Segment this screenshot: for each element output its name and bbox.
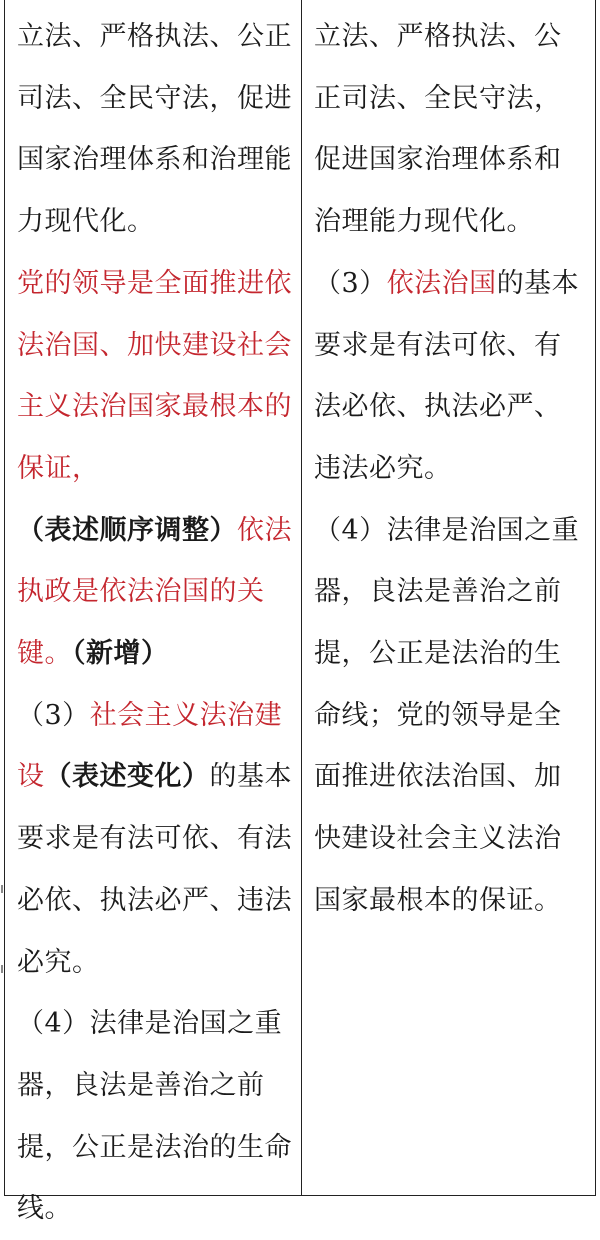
left-red-text-rule-of-law-construction: 社会主义法治建设 <box>17 699 283 793</box>
left-margin-mark <box>1 965 3 973</box>
left-basic-requirements-text: 的基本要求是有法可依、有法必依、执法必严、违法必究。 <box>17 761 292 978</box>
right-column-text <box>314 6 588 932</box>
left-paragraph-3 <box>17 685 293 994</box>
left-paragraph-1: 立法、严格执法、公正司法、全民守法，促进国家治理体系和治理能力现代化。 <box>17 21 292 238</box>
left-paragraph-4: （4）法律是治国之重器，良法是善治之前提，公正是法治的生命线。 <box>17 1008 292 1225</box>
right-red-text-rule-of-law: 依法治国 <box>386 267 497 299</box>
left-item-number-3: （3） <box>17 699 90 731</box>
left-margin-mark <box>1 885 3 893</box>
right-paragraph-3: （4）法律是治国之重器，良法是善治之前提，公正是法治的生命线；党的领导是全面推进依法治国、加快建设社会主义法治国家最根本的保证。 <box>314 514 580 916</box>
comparison-table <box>4 0 596 1225</box>
left-column-cell <box>5 0 302 1225</box>
left-paragraph-2 <box>17 253 293 685</box>
right-column-cell <box>302 0 596 1195</box>
left-note-new-added: （新增） <box>72 638 169 670</box>
right-item-number-3: （3） <box>314 267 387 299</box>
left-note-wording-changed: （表述变化） <box>44 761 210 793</box>
left-note-order-adjusted: （表述顺序调整） <box>17 514 237 546</box>
right-paragraph-1: 立法、严格执法、公正司法、全民守法，促进国家治理体系和治理能力现代化。 <box>314 21 562 238</box>
left-red-text-leadership: 党的领导是全面推进依法治国、加快建设社会主义法治国家最根本的保证， <box>17 267 292 484</box>
left-column-text <box>17 6 293 1240</box>
right-basic-requirements-text: 的基本要求是有法可依、有法必依、执法必严、违法必究。 <box>314 267 580 484</box>
left-red-text-governance: 依法执政是依法治国的关键。 <box>17 514 292 670</box>
right-paragraph-2 <box>314 253 588 500</box>
